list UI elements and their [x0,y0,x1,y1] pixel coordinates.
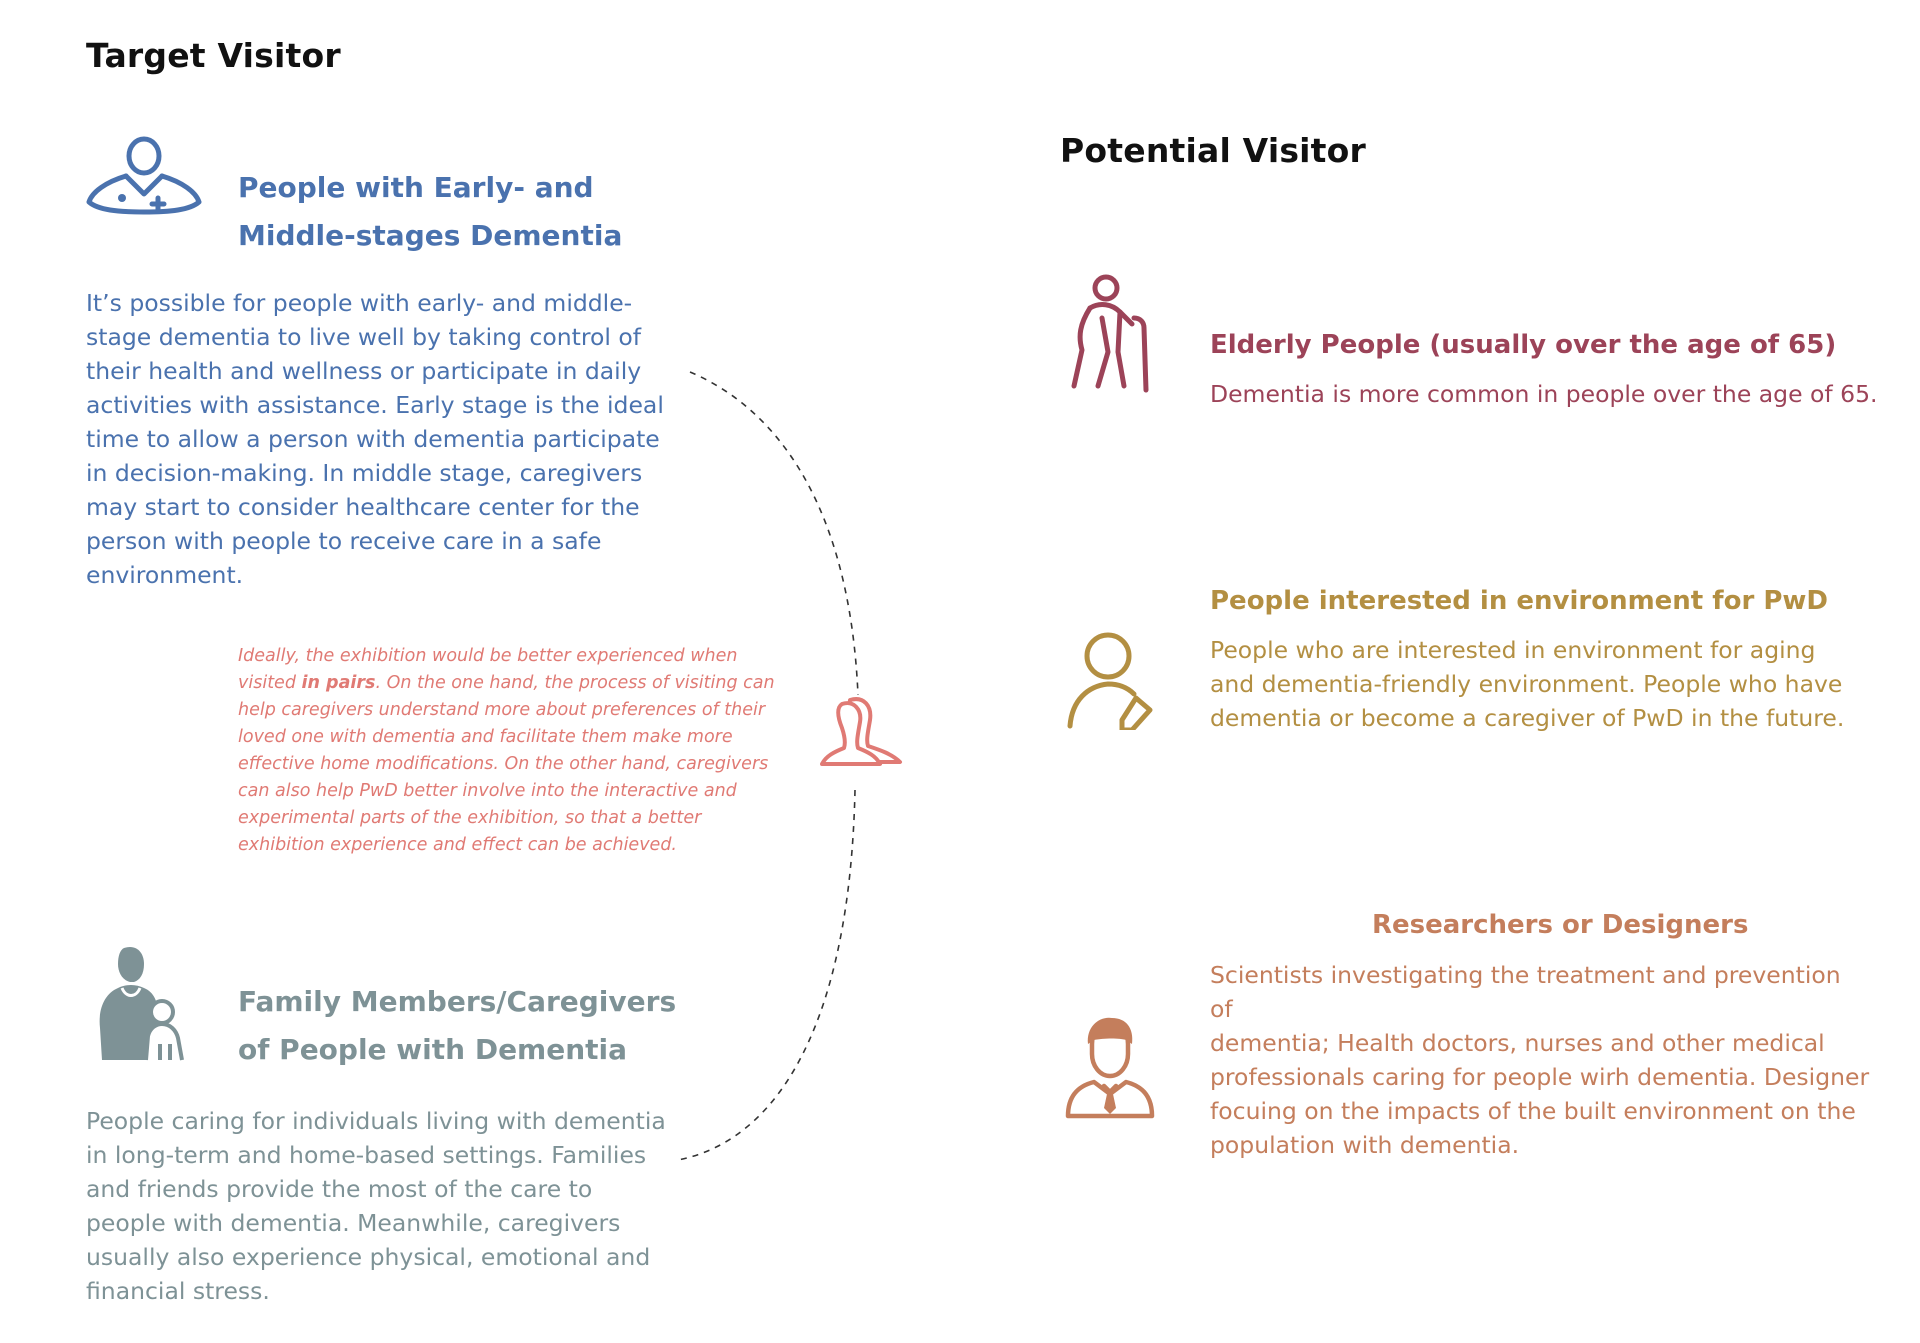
interested-line: dementia or become a caregiver of PwD in the future. [1210,704,1845,732]
elderly-title: Elderly People (usually over the age of 65) [1210,330,1837,360]
family-line: and friends provide the most of the care to [86,1175,593,1203]
family-line: people with dementia. Meanwhile, caregivers [86,1209,621,1237]
pairs-note [238,643,778,859]
family-line: financial stress. [86,1277,270,1305]
businessman-icon [1064,1016,1156,1120]
elderly-description: Dementia is more common in people over the age of 65. [1210,380,1878,408]
mother-child-icon [96,944,196,1064]
researchers-description [1210,958,1870,1162]
family-title-line-2: of People with Dementia [238,1033,628,1066]
family-line: usually also experience physical, emotional and [86,1243,651,1271]
pwd-line: activities with assistance. Early stage is the ideal [86,391,664,419]
family-description [86,1104,696,1308]
pwd-line: in decision-making. In middle stage, caregivers [86,459,643,487]
family-title [238,978,676,1074]
researchers-line: focuing on the impacts of the built environment on the [1210,1097,1856,1125]
pwd-title-line-1: People with Early- and [238,171,594,204]
researchers-line: population with dementia. [1210,1131,1520,1159]
researchers-title: Researchers or Designers [1372,910,1749,940]
pwd-line: stage dementia to live well by taking control of [86,323,642,351]
pwd-description [86,286,686,592]
patient-icon [86,136,202,216]
pairs-note-pre: Ideally, the exhibition would be better experienced when visited [238,646,738,693]
pwd-line: environment. [86,561,244,589]
researchers-line: dementia; Health doctors, nurses and other medical [1210,1029,1825,1057]
family-line: in long-term and home-based settings. Families [86,1141,647,1169]
pairs-note-post: . On the one hand, the process of visiting can help caregivers understand more about preferences of their loved one with dementia and facilitate them make more effective home modifications. On the other hand, caregivers can also help PwD better involve into the interactive and experimental parts of the exhibition, so that a better exhibition experience and effect can be achieved. [238,673,775,855]
pwd-line: may start to consider healthcare center for the [86,493,640,521]
family-title-line-1: Family Members/Caregivers [238,985,677,1018]
interested-line: and dementia-friendly environment. People who have [1210,670,1843,698]
user-edit-icon [1062,630,1162,730]
pwd-title-line-2: Middle-stages Dementia [238,219,623,252]
pwd-line: It’s possible for people with early- and middle- [86,289,633,317]
pairs-note-emphasis: in pairs [301,673,376,693]
interested-description [1210,633,1870,735]
pwd-line: their health and wellness or participate in daily [86,357,642,385]
researchers-line: professionals caring for people wirh dementia. Designer [1210,1063,1870,1091]
pair-icon [818,690,904,770]
interested-title: People interested in environment for PwD [1210,586,1828,616]
pwd-title [238,164,622,260]
pwd-line: person with people to receive care in a safe [86,527,602,555]
pwd-line: time to allow a person with dementia participate [86,425,660,453]
family-line: People caring for individuals living with dementia [86,1107,666,1135]
interested-line: People who are interested in environment for aging [1210,636,1816,664]
elderly-walker-icon [1068,274,1156,394]
target-visitor-heading: Target Visitor [86,36,341,75]
researchers-line: Scientists investigating the treatment and prevention of [1210,961,1841,1023]
potential-visitor-heading: Potential Visitor [1060,131,1367,170]
